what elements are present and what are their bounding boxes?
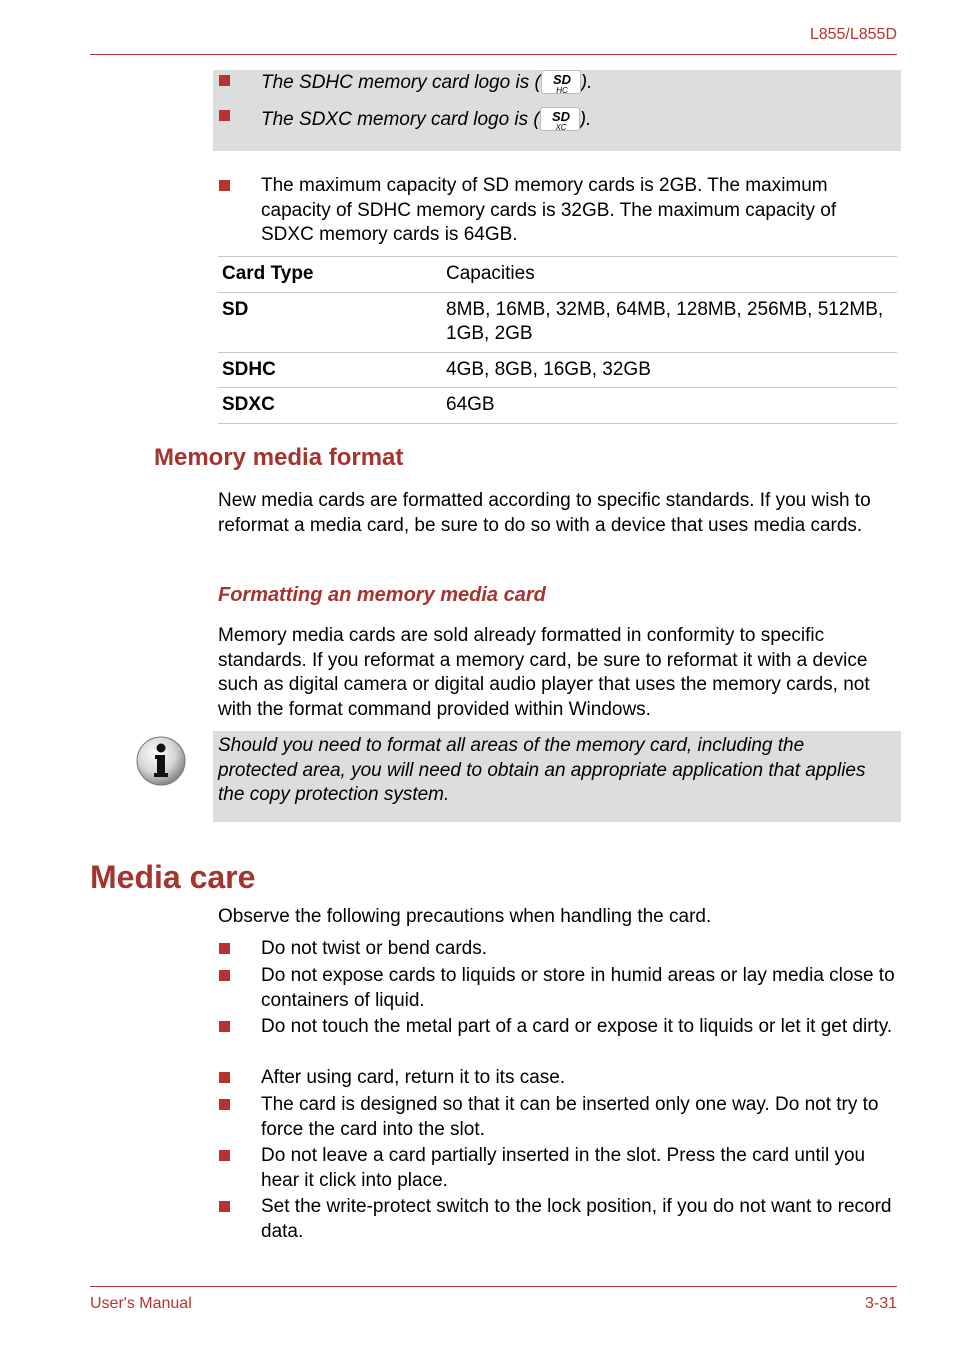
table-row	[218, 352, 897, 388]
svg-text:HC: HC	[556, 86, 568, 95]
svg-text:XC: XC	[555, 123, 567, 132]
section-heading-memory-media-format: Memory media format	[154, 444, 404, 471]
list-item: Do not touch the metal part of a card or expose it to liquids or let it get dirty.	[261, 1016, 893, 1037]
bullet-icon	[219, 943, 230, 954]
sdhc-logo-text: The SDHC memory card logo is (	[261, 72, 541, 93]
capacity-text: The maximum capacity of SD memory cards is 2GB. The maximum capacity of SDHC memory cards is 32GB. The maximum capacity of SDXC memory cards is 64GB.	[261, 175, 837, 245]
list-item: After using card, return it to its case.	[261, 1067, 566, 1088]
table-cell-type: SDHC	[218, 352, 442, 388]
memory-media-format-paragraph: New media cards are formatted according to specific standards. If you wish to reformat a media card, be sure to do so with a device that uses media cards.	[218, 490, 871, 536]
card-capacity-table	[218, 256, 897, 424]
list-item: The card is designed so that it can be inserted only one way. Do not try to force the card into the slot.	[261, 1094, 879, 1140]
media-care-intro: Observe the following precautions when handling the card.	[218, 906, 712, 927]
bullet-icon	[219, 75, 230, 86]
info-icon	[135, 735, 187, 787]
table-cell-type: SD	[218, 292, 442, 352]
sdxc-logo-text: The SDXC memory card logo is (	[261, 109, 540, 130]
column-header-capacities: Capacities	[442, 257, 897, 293]
table-cell-capacity: 64GB	[442, 388, 897, 424]
table-cell-capacity: 4GB, 8GB, 16GB, 32GB	[442, 352, 897, 388]
header-rule	[90, 54, 897, 55]
bullet-icon	[219, 110, 230, 121]
subheading-formatting: Formatting an memory media card	[218, 584, 546, 606]
sdxc-logo-icon	[540, 107, 580, 131]
list-item: Set the write-protect switch to the lock position, if you do not want to record data.	[261, 1196, 892, 1242]
svg-text:SD: SD	[552, 72, 571, 87]
table-row	[218, 292, 897, 352]
sdxc-logo-line	[261, 107, 591, 133]
section-heading-media-care: Media care	[90, 859, 256, 895]
formatting-paragraph: Memory media cards are sold already formatted in conformity to specific standards. If you reformat a memory card, be sure to reformat it with a device such as digital camera or digital audio player that uses the memory cards, not with the format command provided within Windows.	[218, 625, 870, 720]
sdhc-logo-line	[261, 70, 592, 96]
bullet-icon	[219, 1201, 230, 1212]
list-item: Do not leave a card partially inserted in the slot. Press the card until you hear it click into place.	[261, 1145, 866, 1191]
bullet-icon	[219, 1150, 230, 1161]
table-row	[218, 388, 897, 424]
table-cell-capacity: 8MB, 16MB, 32MB, 64MB, 128MB, 256MB, 512MB, 1GB, 2GB	[442, 292, 897, 352]
footer-manual-label: User's Manual	[90, 1295, 192, 1312]
list-item: Do not expose cards to liquids or store in humid areas or lay media close to containers of liquid.	[261, 965, 895, 1011]
svg-text:SD: SD	[551, 109, 570, 124]
bullet-icon	[219, 1021, 230, 1032]
footer-page-number: 3-31	[864, 1295, 897, 1312]
info-note-text: Should you need to format all areas of the memory card, including the protected area, you will need to obtain an appropriate application that applies the copy protection system.	[218, 735, 866, 805]
table-header-row	[218, 257, 897, 293]
column-header-card-type: Card Type	[218, 257, 442, 293]
bullet-icon	[219, 1099, 230, 1110]
bullet-icon	[219, 180, 230, 191]
header-model: L855/L855D	[809, 26, 897, 43]
sdhc-logo-icon	[541, 70, 581, 94]
sdhc-logo-suffix: ).	[580, 72, 593, 93]
sdxc-logo-suffix: ).	[579, 109, 592, 130]
table-cell-type: SDXC	[218, 388, 442, 424]
bullet-icon	[219, 1072, 230, 1083]
bullet-icon	[219, 970, 230, 981]
list-item: Do not twist or bend cards.	[261, 938, 487, 959]
footer-rule	[90, 1286, 897, 1287]
